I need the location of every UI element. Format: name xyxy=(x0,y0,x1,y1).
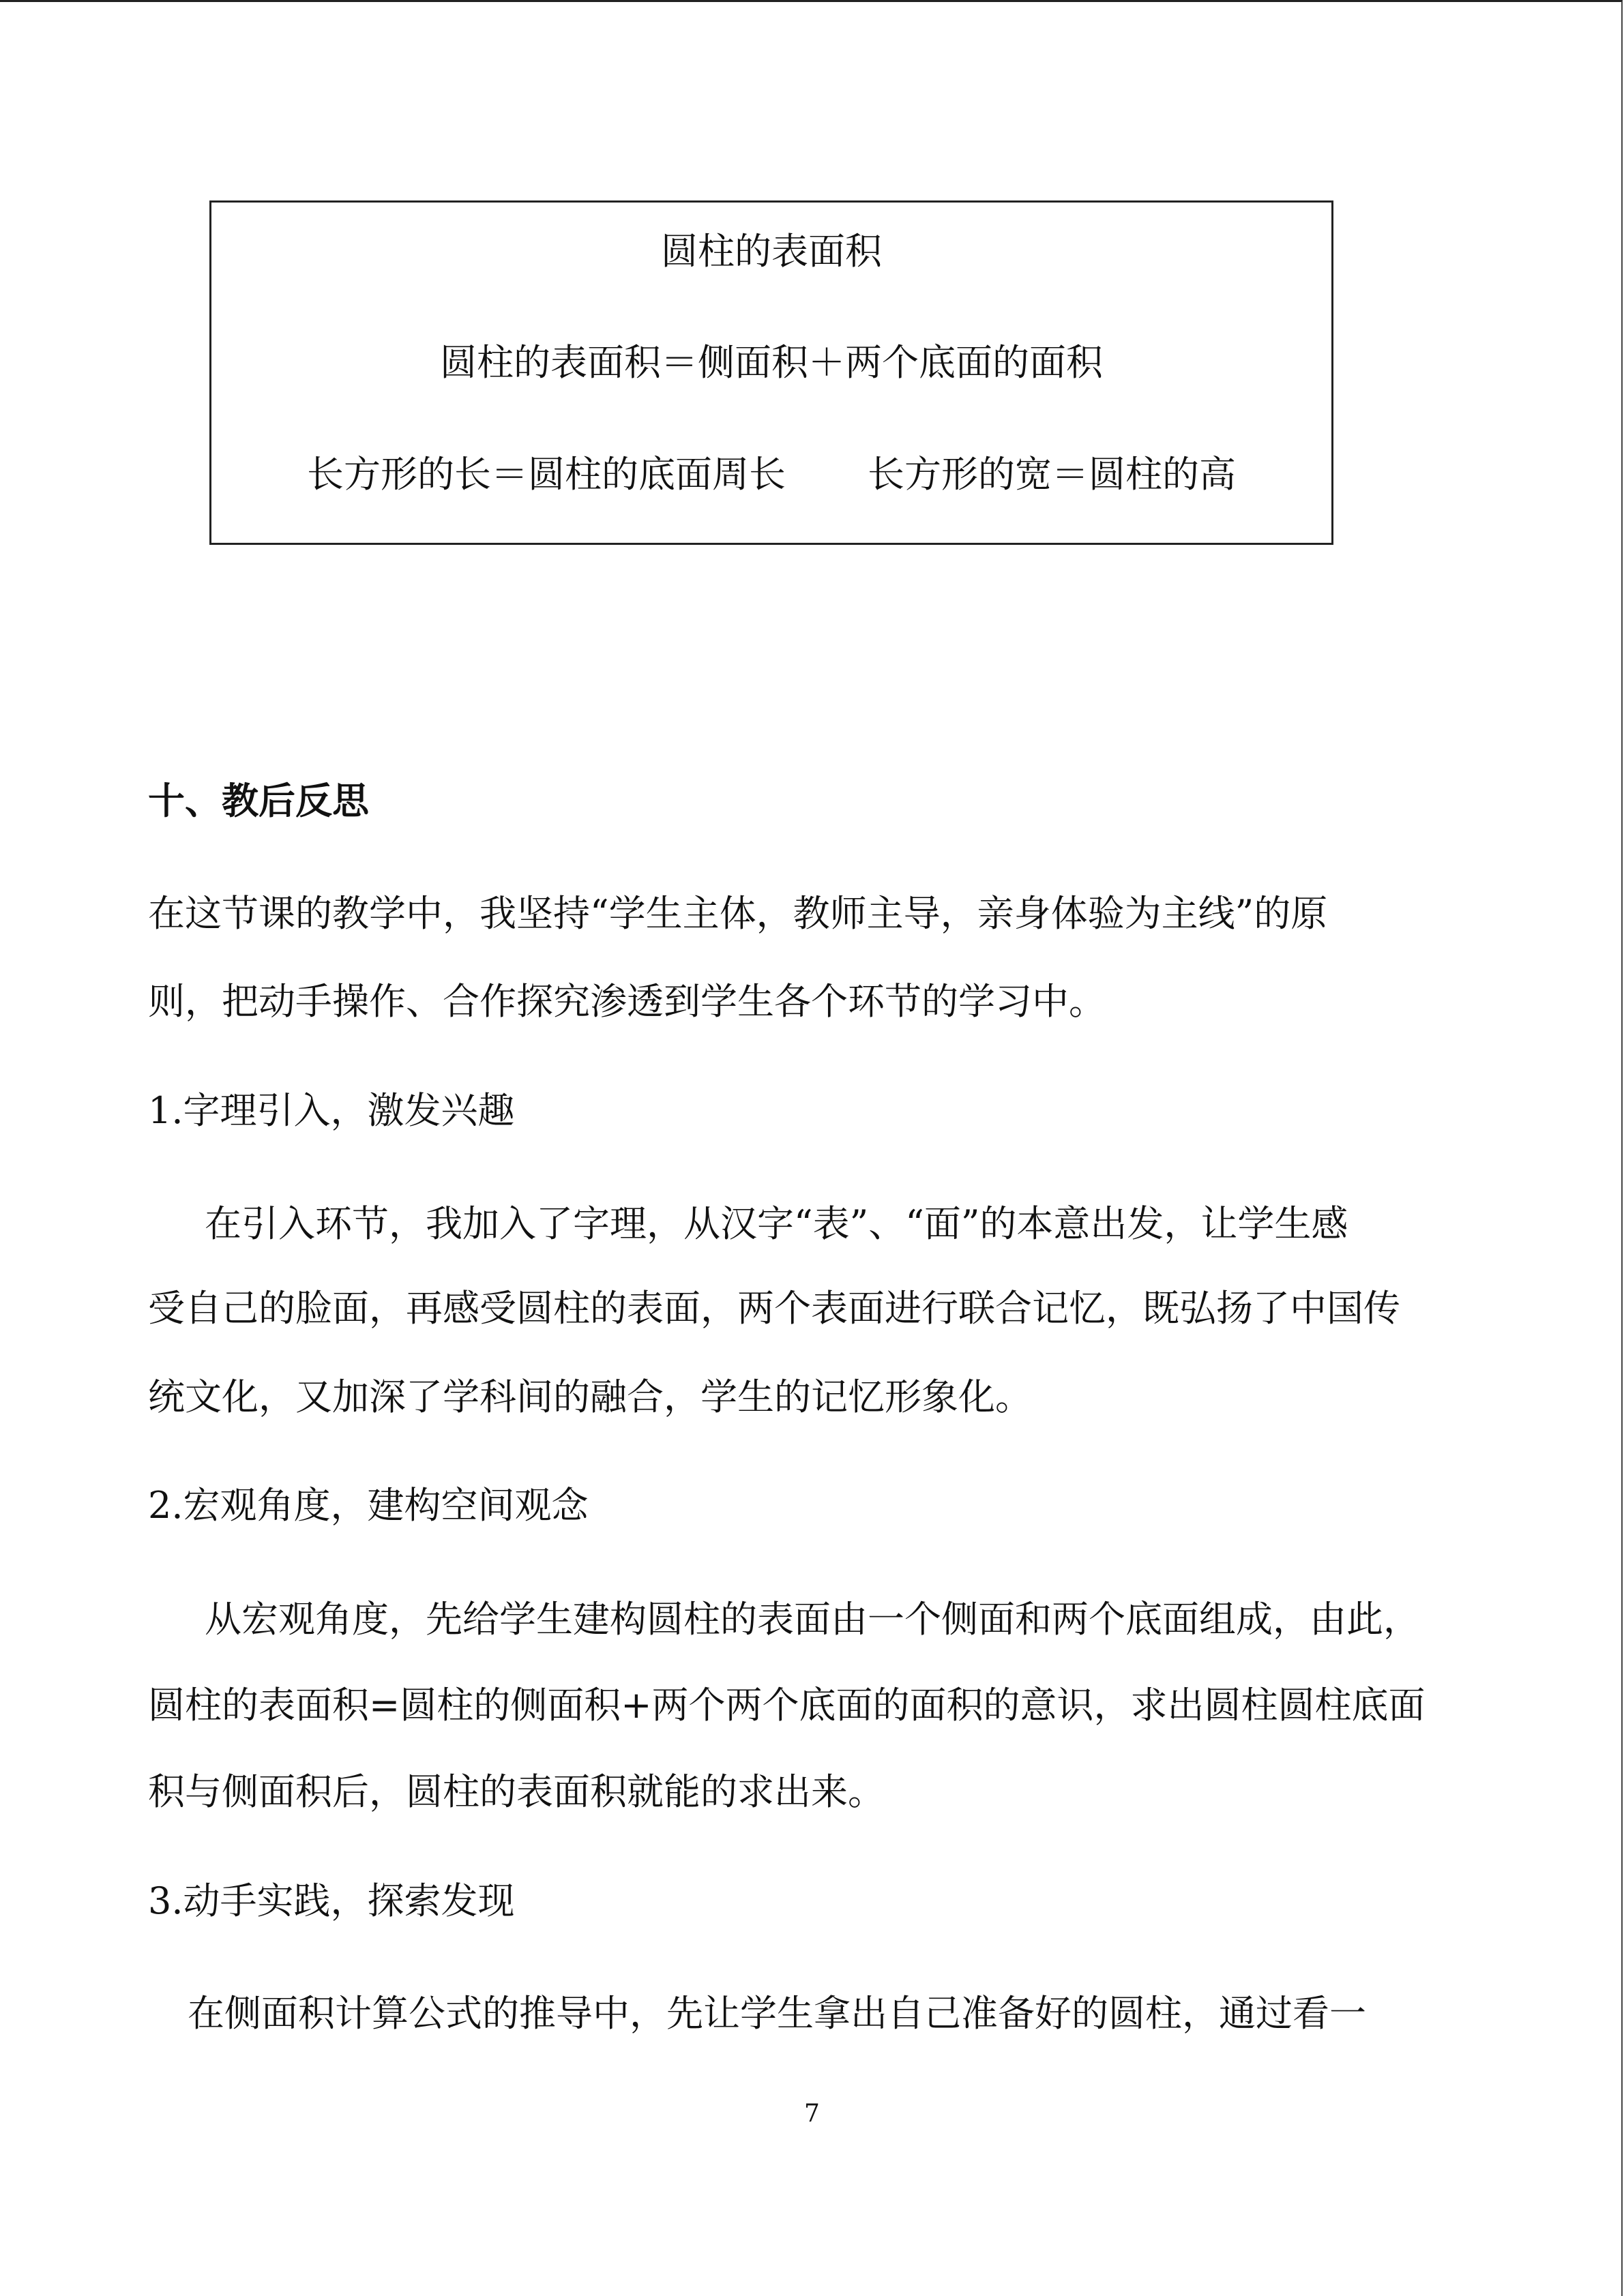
point-2-line-2: 圆柱的表面积=圆柱的侧面积+两个两个底面的面积的意识，求出圆柱圆柱底面 xyxy=(148,1684,1426,1727)
point-2-title: 2.宏观角度，建构空间观念 xyxy=(148,1484,589,1527)
point-2-line-1: 从宏观角度，先给学生建构圆柱的表面由一个侧面和两个底面组成，由此， xyxy=(205,1598,1420,1641)
relation-length: 长方形的长＝圆柱的底面周长 xyxy=(307,453,786,496)
point-3-line-1: 在侧面积计算公式的推导中，先让学生拿出自己准备好的圆柱，通过看一 xyxy=(188,1992,1366,2035)
point-1-line-1: 在引入环节，我加入了字理，从汉字“表”、“面”的本意出发，让学生感 xyxy=(205,1202,1348,1245)
summary-box xyxy=(209,200,1333,545)
intro-line-2: 则，把动手操作、合作探究渗透到学生各个环节的学习中。 xyxy=(148,980,1106,1023)
point-1-title: 1.字理引入，激发兴趣 xyxy=(148,1089,515,1132)
point-1-line-2: 受自己的脸面，再感受圆柱的表面，两个表面进行联合记忆，既弘扬了中国传 xyxy=(148,1287,1400,1330)
surface-area-formula: 圆柱的表面积＝侧面积＋两个底面的面积 xyxy=(440,341,1103,384)
page-number: 7 xyxy=(804,2100,820,2128)
intro-line-1: 在这节课的教学中，我坚持“学生主体，教师主导，亲身体验为主线”的原 xyxy=(148,892,1328,935)
section-heading: 十、教后反思 xyxy=(148,779,369,822)
point-3-title: 3.动手实践，探索发现 xyxy=(148,1879,515,1922)
point-2-line-3: 积与侧面积后，圆柱的表面积就能的求出来。 xyxy=(148,1770,885,1813)
point-1-line-3: 统文化，又加深了学科间的融合，学生的记忆形象化。 xyxy=(148,1375,1032,1418)
relation-width: 长方形的宽＝圆柱的高 xyxy=(868,453,1236,496)
rectangle-relations xyxy=(211,451,1331,498)
summary-title: 圆柱的表面积 xyxy=(661,230,882,273)
